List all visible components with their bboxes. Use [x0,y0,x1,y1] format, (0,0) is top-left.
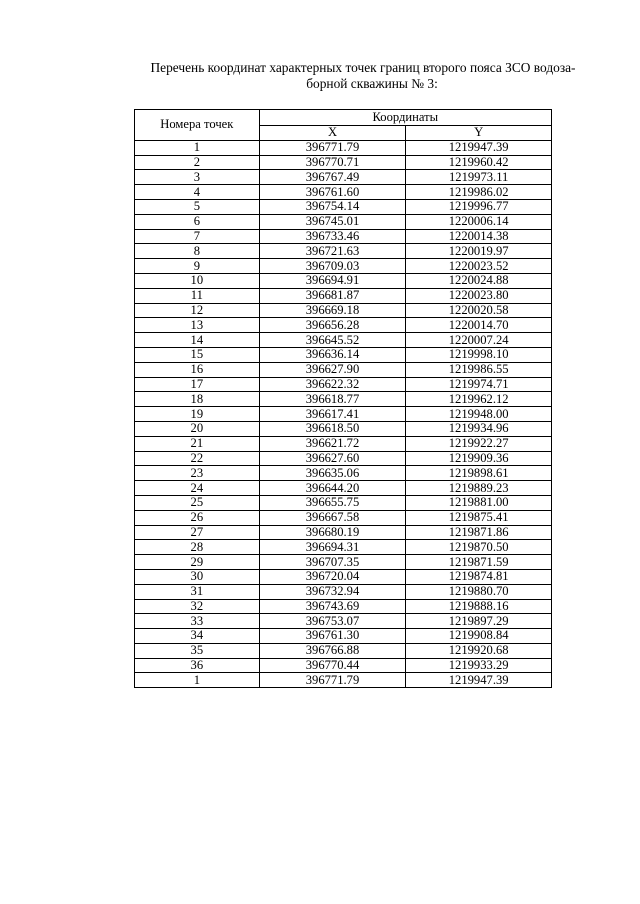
x-coordinate-cell: 396645.52 [259,333,406,348]
table-row [135,614,552,629]
point-number-cell: 6 [135,214,260,229]
y-coordinate-cell: 1219871.59 [406,555,552,570]
y-coordinate-cell: 1219880.70 [406,584,552,599]
x-coordinate-cell: 396694.91 [259,273,406,288]
y-coordinate-cell: 1219889.23 [406,481,552,496]
table-header [135,110,552,141]
x-coordinate-cell: 396621.72 [259,436,406,451]
point-number-cell: 17 [135,377,260,392]
x-coordinate-cell: 396754.14 [259,199,406,214]
y-coordinate-cell: 1220014.70 [406,318,552,333]
x-coordinate-cell: 396767.49 [259,170,406,185]
coordinates-table [134,109,552,688]
point-number-cell: 22 [135,451,260,466]
header-x: X [259,126,406,141]
table-row [135,466,552,481]
point-number-cell: 36 [135,658,260,673]
x-coordinate-cell: 396635.06 [259,466,406,481]
table-row [135,407,552,422]
x-coordinate-cell: 396733.46 [259,229,406,244]
x-coordinate-cell: 396745.01 [259,214,406,229]
table-row [135,347,552,362]
y-coordinate-cell: 1220023.80 [406,288,552,303]
point-number-cell: 23 [135,466,260,481]
point-number-cell: 14 [135,333,260,348]
table-row [135,629,552,644]
title-line-2: борной скважины № 3: [306,76,438,91]
point-number-cell: 34 [135,629,260,644]
y-coordinate-cell: 1219934.96 [406,421,552,436]
x-coordinate-cell: 396655.75 [259,495,406,510]
table-row [135,214,552,229]
x-coordinate-cell: 396709.03 [259,259,406,274]
document-title [128,60,598,92]
point-number-cell: 31 [135,584,260,599]
y-coordinate-cell: 1219909.36 [406,451,552,466]
point-number-cell: 32 [135,599,260,614]
point-number-cell: 10 [135,273,260,288]
table-row [135,199,552,214]
x-coordinate-cell: 396770.71 [259,155,406,170]
point-number-cell: 24 [135,481,260,496]
table-row [135,303,552,318]
table-row [135,259,552,274]
table-row [135,569,552,584]
point-number-cell: 18 [135,392,260,407]
x-coordinate-cell: 396636.14 [259,347,406,362]
table-row [135,288,552,303]
table-body [135,140,552,687]
x-coordinate-cell: 396743.69 [259,599,406,614]
y-coordinate-cell: 1219888.16 [406,599,552,614]
point-number-cell: 20 [135,421,260,436]
point-number-cell: 3 [135,170,260,185]
y-coordinate-cell: 1219874.81 [406,569,552,584]
x-coordinate-cell: 396707.35 [259,555,406,570]
point-number-cell: 13 [135,318,260,333]
point-number-cell: 4 [135,185,260,200]
point-number-cell: 1 [135,673,260,688]
x-coordinate-cell: 396761.60 [259,185,406,200]
x-coordinate-cell: 396732.94 [259,584,406,599]
y-coordinate-cell: 1219947.39 [406,673,552,688]
table-row [135,555,552,570]
point-number-cell: 12 [135,303,260,318]
y-coordinate-cell: 1219898.61 [406,466,552,481]
y-coordinate-cell: 1220007.24 [406,333,552,348]
point-number-cell: 9 [135,259,260,274]
table-row [135,658,552,673]
table-row [135,377,552,392]
table-row [135,273,552,288]
y-coordinate-cell: 1220014.38 [406,229,552,244]
point-number-cell: 35 [135,643,260,658]
y-coordinate-cell: 1219974.71 [406,377,552,392]
x-coordinate-cell: 396622.32 [259,377,406,392]
table-row [135,540,552,555]
point-number-cell: 25 [135,495,260,510]
table-row [135,525,552,540]
table-row [135,333,552,348]
y-coordinate-cell: 1219962.12 [406,392,552,407]
point-number-cell: 5 [135,199,260,214]
y-coordinate-cell: 1219986.55 [406,362,552,377]
x-coordinate-cell: 396770.44 [259,658,406,673]
header-coordinates: Координаты [259,110,551,126]
point-number-cell: 11 [135,288,260,303]
x-coordinate-cell: 396667.58 [259,510,406,525]
x-coordinate-cell: 396761.30 [259,629,406,644]
x-coordinate-cell: 396771.79 [259,673,406,688]
table-row [135,599,552,614]
y-coordinate-cell: 1219871.86 [406,525,552,540]
y-coordinate-cell: 1219996.77 [406,199,552,214]
point-number-cell: 21 [135,436,260,451]
y-coordinate-cell: 1219922.27 [406,436,552,451]
x-coordinate-cell: 396627.60 [259,451,406,466]
y-coordinate-cell: 1220019.97 [406,244,552,259]
x-coordinate-cell: 396618.50 [259,421,406,436]
y-coordinate-cell: 1219881.00 [406,495,552,510]
table-row [135,421,552,436]
point-number-cell: 19 [135,407,260,422]
y-coordinate-cell: 1219870.50 [406,540,552,555]
y-coordinate-cell: 1219947.39 [406,140,552,155]
y-coordinate-cell: 1219875.41 [406,510,552,525]
table-row [135,673,552,688]
point-number-cell: 1 [135,140,260,155]
x-coordinate-cell: 396721.63 [259,244,406,259]
point-number-cell: 26 [135,510,260,525]
table-row [135,362,552,377]
table-row [135,392,552,407]
point-number-cell: 15 [135,347,260,362]
x-coordinate-cell: 396656.28 [259,318,406,333]
header-y: Y [406,126,552,141]
point-number-cell: 33 [135,614,260,629]
table-row [135,643,552,658]
table-row [135,140,552,155]
x-coordinate-cell: 396627.90 [259,362,406,377]
x-coordinate-cell: 396694.31 [259,540,406,555]
x-coordinate-cell: 396669.18 [259,303,406,318]
table-row [135,495,552,510]
point-number-cell: 2 [135,155,260,170]
point-number-cell: 30 [135,569,260,584]
table-row [135,170,552,185]
y-coordinate-cell: 1220023.52 [406,259,552,274]
x-coordinate-cell: 396617.41 [259,407,406,422]
header-point-numbers: Номера точек [135,110,260,141]
table-row [135,318,552,333]
y-coordinate-cell: 1219908.84 [406,629,552,644]
x-coordinate-cell: 396681.87 [259,288,406,303]
table-row [135,451,552,466]
point-number-cell: 27 [135,525,260,540]
table-row [135,155,552,170]
point-number-cell: 28 [135,540,260,555]
y-coordinate-cell: 1220024.88 [406,273,552,288]
y-coordinate-cell: 1219973.11 [406,170,552,185]
y-coordinate-cell: 1219948.00 [406,407,552,422]
title-line-1: Перечень координат характерных точек границ второго пояса ЗСО водоза- [150,60,576,75]
x-coordinate-cell: 396753.07 [259,614,406,629]
x-coordinate-cell: 396644.20 [259,481,406,496]
table-row [135,185,552,200]
point-number-cell: 7 [135,229,260,244]
y-coordinate-cell: 1219998.10 [406,347,552,362]
y-coordinate-cell: 1220020.58 [406,303,552,318]
x-coordinate-cell: 396680.19 [259,525,406,540]
x-coordinate-cell: 396771.79 [259,140,406,155]
table-row [135,436,552,451]
point-number-cell: 29 [135,555,260,570]
y-coordinate-cell: 1219960.42 [406,155,552,170]
table-row [135,244,552,259]
x-coordinate-cell: 396720.04 [259,569,406,584]
x-coordinate-cell: 396766.88 [259,643,406,658]
y-coordinate-cell: 1219986.02 [406,185,552,200]
y-coordinate-cell: 1219933.29 [406,658,552,673]
table-row [135,584,552,599]
y-coordinate-cell: 1219897.29 [406,614,552,629]
y-coordinate-cell: 1219920.68 [406,643,552,658]
table-row [135,481,552,496]
point-number-cell: 16 [135,362,260,377]
x-coordinate-cell: 396618.77 [259,392,406,407]
point-number-cell: 8 [135,244,260,259]
y-coordinate-cell: 1220006.14 [406,214,552,229]
table-row [135,229,552,244]
table-row [135,510,552,525]
